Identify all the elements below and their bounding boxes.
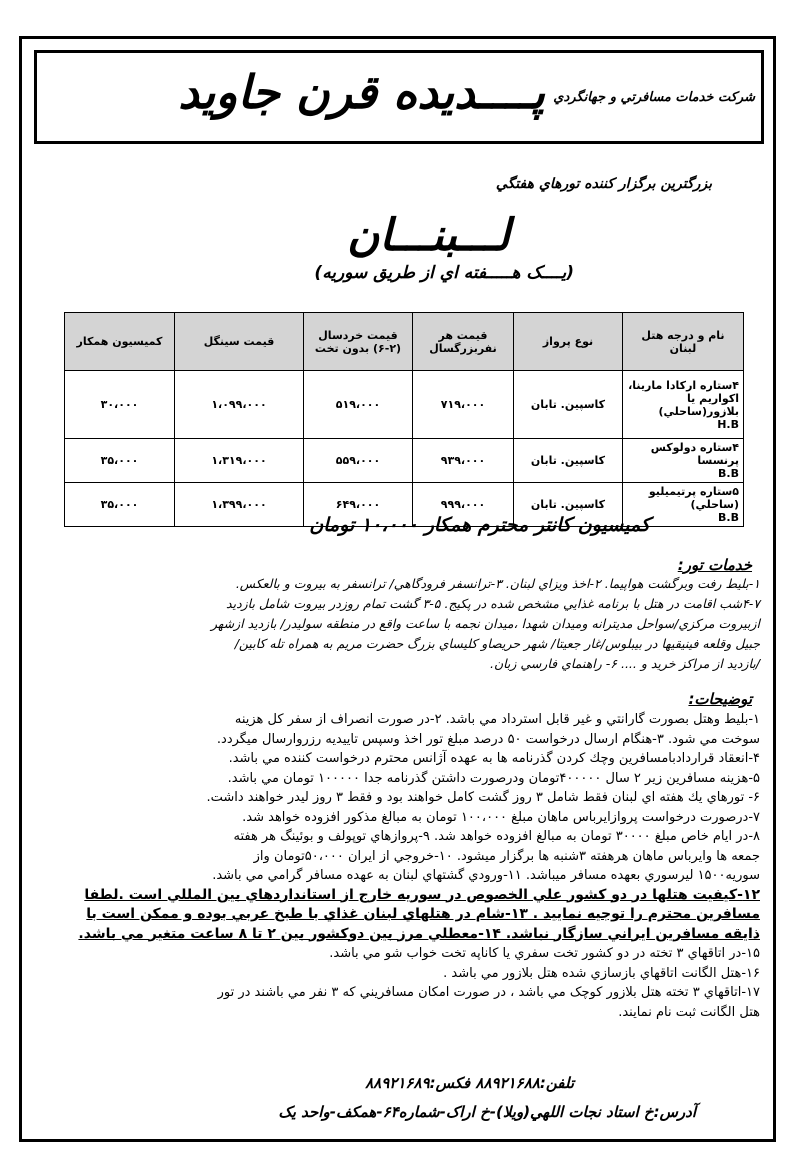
header-adult-price: قيمت هر نفربزرگسال [413, 313, 514, 371]
note-line: ۷-درصورت درخواست پروازايرباس ماهان مبلغ ۱۰۰،۰۰۰ تومان به مبالغ مذكور افزوده خواهد شد. [242, 809, 760, 825]
note-line: ۶- تورهاي يك هفته اي لبنان فقط شامل ۳ روز گشت كامل خواهند بود و فقط ۳ روز ليدر خواهند داشت. [206, 790, 760, 805]
note-line: ۱۵-در اتاقهاي ۳ تخته در دو کشور تخت سفري يا کاناپه تخت خواب شو مي باشد. [329, 946, 760, 961]
hotel-cell [623, 439, 744, 483]
note-line: ۱۷-اتاقهاي ۳ تخته هتل بلازور کوچک مي باشد ، در صورت امکان مسافريني که ۳ نفر مي باشند در تور [217, 985, 760, 1000]
tour-tagline: بزرگترين برگزار کننده تورهاي هفتگي [495, 176, 712, 192]
commission-cell: ۳۰،۰۰۰ [65, 371, 175, 439]
important-note-line: مسافرين محترم را توجيه نماييد . ۱۳-شام در هتلهاي لبنان غذاي با طبخ عربي بوده و ممکن است با [86, 906, 760, 922]
header-commission: کميسيون همکار [65, 313, 175, 371]
note-line: ۴-انعقاد قراردادبامسافرين وچك كردن گذرنامه ها به عهده آژانس محترم درخواست کننده مي باشد. [228, 751, 760, 766]
service-line: ۴-۷شب اقامت در هتل با برنامه غذايي مشخص شده در پکيج. ۵-۳ گشت تمام روزدر بيروت شامل بازديد [226, 596, 760, 611]
service-line: جبيل وقلعه فينيقيها در بيبلوس/غار جعيتا/ شهر حريصاو کليساي بزرگ حضرت مريم به همراه تله کابين/ [234, 636, 760, 651]
child-price-cell: ۶۴۹،۰۰۰ [304, 483, 413, 527]
important-note-line: ذايقه مسافرين ايراني سازگار نباشد. ۱۴-معطلي مرز بين دوکشور بين ۲ تا ۸ ساعت متغير مي باشد. [78, 925, 760, 942]
important-note-line: ۱۲-کيفيت هتلها در دو کشور علي الخصوص در سوريه خارج از استانداردهاي بين المللي است .لطفا [84, 886, 760, 903]
hotel-name: ۴ستاره ارکادا مارينا، اکواريم يا بلازور(ساحلي) [628, 378, 739, 418]
adult-price-cell: ۹۹۹،۰۰۰ [413, 483, 514, 527]
service-line: ازبيروت مرکزي/سواحل مديترانه وميدان شهدا ،ميدان نجمه با ساعت واقع در منطقه سوليدر/ بازديد ازشهر [210, 616, 760, 631]
commission-cell: ۳۵،۰۰۰ [65, 439, 175, 483]
company-address: آدرس:خ استاد نجات اللهي(ويلا)-خ اراک-شماره۶۴-همکف-واحد يک [278, 1103, 696, 1121]
destination-title: لـــبنـــان [346, 210, 510, 261]
table-row [65, 371, 744, 439]
child-price-cell: ۵۱۹،۰۰۰ [304, 371, 413, 439]
hotel-board: B.B [718, 467, 739, 480]
adult-price-cell: ۹۳۹،۰۰۰ [413, 439, 514, 483]
company-subtitle: شرکت خدمات مسافرتي و جهانگردي [553, 90, 755, 105]
child-price-cell: ۵۵۹،۰۰۰ [304, 439, 413, 483]
company-header [34, 50, 764, 144]
hotel-board: B.B [718, 511, 739, 524]
hotel-name: ۵ستاره پرتيميليو (ساحلي) [648, 485, 739, 511]
company-name: پــــديده قرن جاويد [178, 65, 545, 119]
notes-list [48, 710, 760, 1022]
header-flight: نوع پرواز [514, 313, 623, 371]
adult-price-cell: ۷۱۹،۰۰۰ [413, 371, 514, 439]
contact-phone-fax: تلفن:۸۸۹۲۱۶۸۸ فکس:۸۸۹۲۱۶۸۹ [365, 1074, 574, 1092]
note-line: جمعه ها وايرباس ماهان هرهفته ۳شنبه ها برگزار ميشود. ۱۰-خروجي از ايران ۵۰،۰۰۰تومان واز [253, 848, 760, 864]
note-line: ۵-هزينه مسافرين زير ۲ سال ۴۰۰۰۰۰تومان ودرصورت داشتن گذرنامه جدا ۱۰۰۰۰۰ تومان مي باشد. [227, 770, 760, 786]
note-line: سوخت مي شود. ۳-هنگام ارسال درخواست ۵۰ درصد مبلغ تور اخذ وسپس تاييديه رزروارسال ميگردد. [216, 731, 760, 747]
note-line: ۱۶-هتل الگانت اتاقهاي بازسازي شده هتل بلازور مي باشد . [443, 965, 760, 981]
services-list [48, 574, 760, 674]
header-child-price: قيمت خردسال (۲-۶) بدون تخت [304, 313, 413, 371]
hotel-name: ۴ستاره دولوکس پرنسسا [650, 441, 739, 467]
hotel-board: H.B [717, 417, 739, 431]
header-hotel: نام و درجه هتل لبنان [623, 313, 744, 371]
counter-commission-note: کميسيون کانتر محترم همکار ۱۰،۰۰۰ تومان [309, 514, 650, 536]
note-line: ۸-در ايام خاص مبلغ ۳۰۰۰۰ تومان به مبالغ افزوده خواهد شد. ۹-پروازهاي توپولف و بوئينگ هر هفته [233, 829, 760, 844]
header-single-price: قيمت سينگل [175, 313, 304, 371]
services-title: خدمات تور: [677, 556, 752, 574]
note-line: ۱-بليط وهتل بصورت گارانتي و غير قابل استرداد مي باشد. ۲-در صورت انصراف از سفر کل هزينه [234, 712, 760, 727]
flight-cell: کاسپين. تابان [514, 371, 623, 439]
note-line: سوريه۱۵۰۰ ليرسوري بعهده مسافر ميباشد. ۱۱-ورودي گشتهاي لبنان به عهده مسافر گرامي مي باشد. [212, 868, 760, 883]
note-line: هتل الگانت ثبت نام نمايند. [618, 1004, 760, 1020]
notes-title: توضيحات: [688, 690, 752, 708]
single-price-cell: ۱،۳۹۹،۰۰۰ [175, 483, 304, 527]
service-line: ۱-بليط رفت وبرگشت هواپيما. ۲-اخذ ويزاي لبنان. ۳-ترانسفر فرودگاهي/ ترانسفر به بيروت و بالعکس. [235, 576, 760, 591]
service-line: /بازديد از مراکز خريد و .... ۶- راهنماي فارسي زبان. [489, 656, 760, 671]
price-table [64, 312, 744, 527]
single-price-cell: ۱،۰۹۹،۰۰۰ [175, 371, 304, 439]
table-row [65, 439, 744, 483]
commission-cell: ۳۵،۰۰۰ [65, 483, 175, 527]
hotel-cell [623, 371, 744, 439]
single-price-cell: ۱،۳۱۹،۰۰۰ [175, 439, 304, 483]
flight-cell: کاسپين. تابان [514, 483, 623, 527]
table-header-row [65, 313, 744, 371]
destination-subtitle: (يــــک هـــــفته اي از طريق سوريه) [314, 263, 574, 283]
flight-cell: کاسپين. تابان [514, 439, 623, 483]
